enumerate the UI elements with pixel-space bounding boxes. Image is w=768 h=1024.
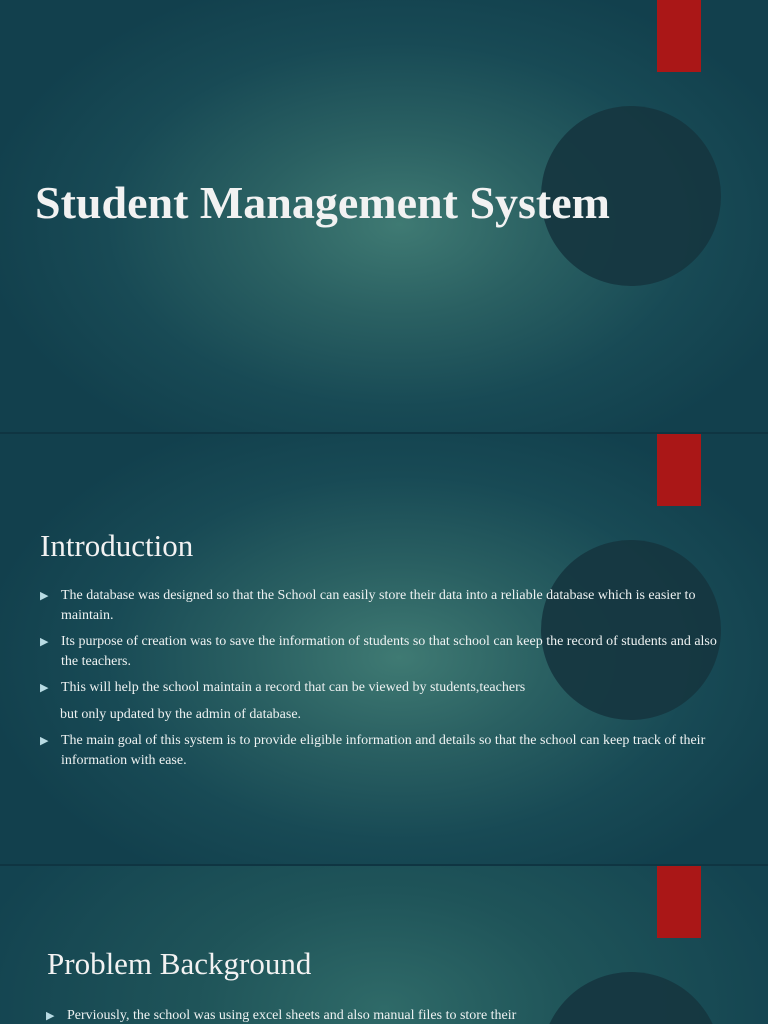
accent-bar (657, 434, 701, 506)
bullet-arrow-icon: ▶ (40, 682, 49, 694)
section-heading: Problem Background (47, 946, 312, 981)
bullet-arrow-icon: ▶ (40, 636, 49, 648)
accent-bar (657, 866, 701, 938)
bullet-list (40, 586, 730, 777)
introduction-slide (0, 434, 768, 864)
bullet-arrow-icon: ▶ (40, 590, 49, 602)
bullet-text: Its purpose of creation was to save the information of students so that school can keep the record of students and also the teachers. (61, 634, 717, 669)
list-item (40, 678, 730, 698)
list-item-continuation (40, 705, 730, 725)
list-item (46, 1006, 736, 1024)
list-item (40, 731, 730, 770)
slide-title: Student Management System (35, 177, 610, 228)
problem-background-slide (0, 866, 768, 1024)
bullet-arrow-icon: ▶ (40, 735, 49, 747)
title-slide (0, 0, 768, 432)
bullet-text: but only updated by the admin of database. (60, 706, 302, 722)
bullet-arrow-icon: ▶ (46, 1010, 55, 1022)
bullet-text: Perviously, the school was using excel sheets and also manual files to store their (67, 1008, 517, 1023)
bullet-text: The main goal of this system is to provide eligible information and details so that the school can keep track of their information with ease. (61, 733, 706, 768)
bullet-text: This will help the school maintain a record that can be viewed by students,teachers (61, 680, 526, 695)
section-heading: Introduction (40, 528, 194, 563)
bullet-list (46, 1006, 736, 1024)
accent-bar (657, 0, 701, 72)
list-item (40, 586, 730, 625)
bullet-text: The database was designed so that the School can easily store their data into a reliable database which is easier to maintain. (61, 588, 696, 623)
list-item (40, 632, 730, 671)
